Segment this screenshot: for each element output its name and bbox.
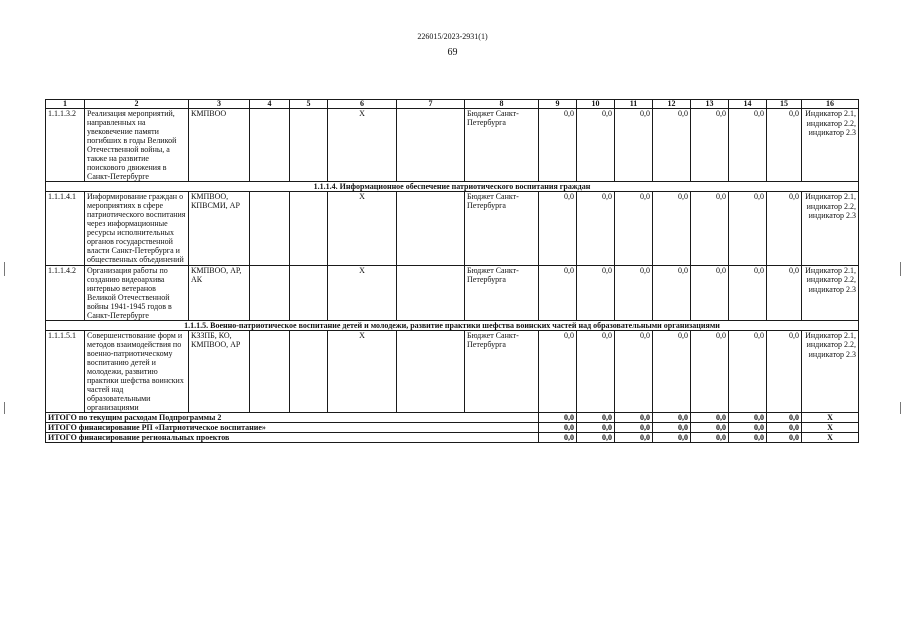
empty-cell — [397, 192, 465, 265]
total-value: 0,0 — [539, 422, 577, 432]
total-value: 0,0 — [615, 412, 653, 422]
program-table — [45, 99, 859, 443]
row-value: 0,0 — [577, 192, 615, 265]
scan-mark — [4, 262, 5, 276]
column-number: 3 — [189, 100, 250, 109]
page-number: 69 — [447, 47, 458, 58]
total-value: 0,0 — [767, 412, 802, 422]
table-row — [46, 192, 859, 265]
column-number: 15 — [767, 100, 802, 109]
row-name: Совершенствование форм и методов взаимодействия по военно-патриотическому воспитанию детей и молодежи, развитию практики шефства воинских частей над образовательными организациями — [85, 330, 189, 412]
row-indicators: Индикатор 2.1, индикатор 2.2, индикатор 2.3 — [802, 330, 859, 412]
document-id: 226015/2023-2931(1) — [417, 32, 488, 41]
row-value: 0,0 — [615, 109, 653, 182]
total-value: 0,0 — [691, 412, 729, 422]
column-number: 13 — [691, 100, 729, 109]
row-funding-source: Бюджет Санкт-Петербурга — [465, 330, 539, 412]
row-value: 0,0 — [767, 265, 802, 320]
total-mark: Х — [802, 422, 859, 432]
row-value: 0,0 — [767, 330, 802, 412]
column-number: 14 — [729, 100, 767, 109]
row-indicators: Индикатор 2.1, индикатор 2.2, индикатор 2.3 — [802, 109, 859, 182]
row-funding-source: Бюджет Санкт-Петербурга — [465, 109, 539, 182]
row-executor: КМПВОО, КПВСМИ, АР — [189, 192, 250, 265]
total-value: 0,0 — [653, 432, 691, 442]
row-value: 0,0 — [577, 265, 615, 320]
empty-cell — [250, 192, 290, 265]
row-value: 0,0 — [577, 330, 615, 412]
row-value: 0,0 — [539, 109, 577, 182]
total-row — [46, 412, 859, 422]
empty-cell — [250, 330, 290, 412]
total-value: 0,0 — [691, 432, 729, 442]
column-number: 8 — [465, 100, 539, 109]
row-code: 1.1.1.4.2 — [46, 265, 85, 320]
column-number-row — [46, 100, 859, 109]
row-executor: КМПВОО, АР, АК — [189, 265, 250, 320]
empty-cell — [250, 265, 290, 320]
scan-mark — [900, 402, 901, 414]
column-number: 1 — [46, 100, 85, 109]
row-value: 0,0 — [539, 265, 577, 320]
row-name: Информирование граждан о мероприятиях в сфере патриотического воспитания через информационные ресурсы исполнительных органов государственной власти Санкт-Петербурга и общественных объединений — [85, 192, 189, 265]
row-value: 0,0 — [615, 265, 653, 320]
total-value: 0,0 — [691, 422, 729, 432]
row-executor: КМПВОО — [189, 109, 250, 182]
row-value: 0,0 — [653, 265, 691, 320]
row-value: 0,0 — [653, 192, 691, 265]
column-number: 16 — [802, 100, 859, 109]
total-label: ИТОГО по текущим расходам Подпрограммы 2 — [46, 412, 539, 422]
total-value: 0,0 — [653, 422, 691, 432]
table-row — [46, 109, 859, 182]
row-value: 0,0 — [767, 192, 802, 265]
row-executor: КЗЗПБ, КО, КМПВОО, АР — [189, 330, 250, 412]
row-value: 0,0 — [691, 330, 729, 412]
row-col6-mark: Х — [328, 330, 397, 412]
row-funding-source: Бюджет Санкт-Петербурга — [465, 192, 539, 265]
row-indicators: Индикатор 2.1, индикатор 2.2, индикатор 2.3 — [802, 192, 859, 265]
row-value: 0,0 — [729, 265, 767, 320]
row-value: 0,0 — [729, 192, 767, 265]
row-col6-mark: Х — [328, 109, 397, 182]
row-value: 0,0 — [577, 109, 615, 182]
section-row — [46, 182, 859, 192]
total-value: 0,0 — [729, 412, 767, 422]
total-value: 0,0 — [577, 412, 615, 422]
total-value: 0,0 — [615, 432, 653, 442]
row-value: 0,0 — [539, 330, 577, 412]
row-funding-source: Бюджет Санкт-Петербурга — [465, 265, 539, 320]
section-title: 1.1.1.5. Военно-патриотическое воспитание детей и молодежи, развитие практики шефства воинских частей над образовательными организациями — [46, 320, 859, 330]
total-value: 0,0 — [577, 432, 615, 442]
total-mark: Х — [802, 432, 859, 442]
total-label: ИТОГО финансирование региональных проектов — [46, 432, 539, 442]
row-indicators: Индикатор 2.1, индикатор 2.2, индикатор 2.3 — [802, 265, 859, 320]
empty-cell — [250, 109, 290, 182]
column-number: 10 — [577, 100, 615, 109]
total-value: 0,0 — [615, 422, 653, 432]
total-value: 0,0 — [729, 422, 767, 432]
empty-cell — [397, 330, 465, 412]
total-row — [46, 432, 859, 442]
total-value: 0,0 — [767, 422, 802, 432]
table-row — [46, 330, 859, 412]
column-number: 9 — [539, 100, 577, 109]
section-title: 1.1.1.4. Информационное обеспечение патриотического воспитания граждан — [46, 182, 859, 192]
row-value: 0,0 — [615, 192, 653, 265]
total-row — [46, 422, 859, 432]
row-value: 0,0 — [653, 109, 691, 182]
row-value: 0,0 — [729, 109, 767, 182]
total-value: 0,0 — [577, 422, 615, 432]
row-value: 0,0 — [615, 330, 653, 412]
column-number: 5 — [290, 100, 328, 109]
total-value: 0,0 — [729, 432, 767, 442]
row-col6-mark: Х — [328, 265, 397, 320]
total-value: 0,0 — [539, 412, 577, 422]
row-value: 0,0 — [691, 192, 729, 265]
column-number: 7 — [397, 100, 465, 109]
total-mark: Х — [802, 412, 859, 422]
row-value: 0,0 — [691, 265, 729, 320]
empty-cell — [290, 109, 328, 182]
table-row — [46, 265, 859, 320]
column-number: 11 — [615, 100, 653, 109]
row-value: 0,0 — [691, 109, 729, 182]
empty-cell — [397, 109, 465, 182]
row-col6-mark: Х — [328, 192, 397, 265]
row-value: 0,0 — [653, 330, 691, 412]
row-code: 1.1.1.4.1 — [46, 192, 85, 265]
column-number: 2 — [85, 100, 189, 109]
row-value: 0,0 — [729, 330, 767, 412]
row-code: 1.1.1.5.1 — [46, 330, 85, 412]
column-number: 12 — [653, 100, 691, 109]
total-value: 0,0 — [653, 412, 691, 422]
empty-cell — [290, 192, 328, 265]
row-name: Реализация мероприятий, направленных на увековечение памяти погибших в годы Великой Отечественной войны, а также на развитие поискового движения в Санкт-Петербурге — [85, 109, 189, 182]
total-value: 0,0 — [539, 432, 577, 442]
total-label: ИТОГО финансирование РП «Патриотическое воспитание» — [46, 422, 539, 432]
empty-cell — [290, 265, 328, 320]
scan-mark — [4, 402, 5, 414]
row-name: Организация работы по созданию видеоархива интервью ветеранов Великой Отечественной войны 1941-1945 годов в Санкт-Петербурге — [85, 265, 189, 320]
column-number: 4 — [250, 100, 290, 109]
row-code: 1.1.1.3.2 — [46, 109, 85, 182]
row-value: 0,0 — [539, 192, 577, 265]
total-value: 0,0 — [767, 432, 802, 442]
column-number: 6 — [328, 100, 397, 109]
empty-cell — [290, 330, 328, 412]
scan-mark — [900, 262, 901, 276]
section-row — [46, 320, 859, 330]
empty-cell — [397, 265, 465, 320]
row-value: 0,0 — [767, 109, 802, 182]
